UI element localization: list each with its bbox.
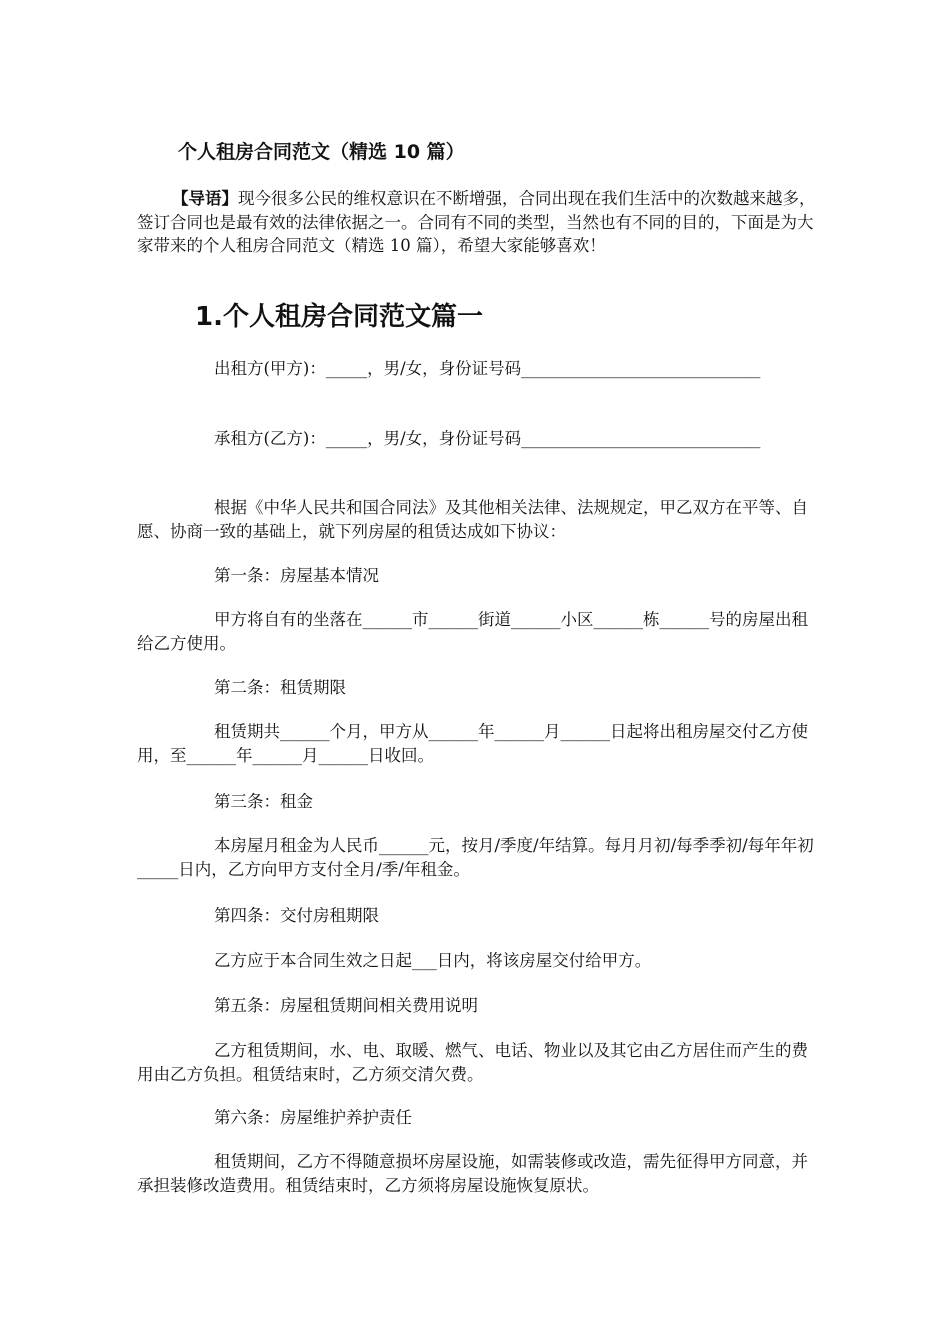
article-4-heading: 第四条：交付房租期限 [214,906,379,925]
intro-paragraph [137,187,817,258]
article-6-body: 租赁期间，乙方不得随意损坏房屋设施，如需装修或改造，需先征得甲方同意，并承担装修改造费用。租赁结束时，乙方须将房屋设施恢复原状。 [137,1152,808,1195]
intro-text: 现今很多公民的维权意识在不断增强，合同出现在我们生活中的次数越来越多，签订合同也是最有效的法律依据之一。合同有不同的类型，当然也有不同的目的，下面是为大家带来的个人租房合同范文（精选 10 篇），希望大家能够喜欢！ [137,189,816,255]
article-5-heading: 第五条：房屋租赁期间相关费用说明 [214,996,478,1015]
lessor-line: 出租方(甲方)：_____，男/女，身份证号码_____________________________ [214,359,761,378]
section-heading: 1.个人租房合同范文篇一 [195,302,483,332]
article-2-body: 租赁期共______个月，甲方从______年______月______日起将出租房屋交付乙方使用，至______年______月______日收回。 [137,722,808,765]
article-4-body: 乙方应于本合同生效之日起___日内，将该房屋交付给甲方。 [214,951,652,970]
lessee-line: 承租方(乙方)：_____，男/女，身份证号码_____________________________ [214,429,761,448]
document-title: 个人租房合同范文（精选 10 篇） [178,141,465,163]
article-1-heading: 第一条：房屋基本情况 [214,566,379,585]
article-3-body: 本房屋月租金为人民币______元，按月/季度/年结算。每月月初/每季季初/每年年初_____日内，乙方向甲方支付全月/季/年租金。 [137,836,814,879]
article-2-heading: 第二条：租赁期限 [214,678,346,697]
article-6-heading: 第六条：房屋维护养护责任 [214,1108,412,1127]
article-3-heading: 第三条：租金 [214,792,313,811]
article-1-body: 甲方将自有的坐落在______市______街道______小区______栋______号的房屋出租给乙方使用。 [137,610,808,653]
intro-label: 【导语】 [172,189,238,208]
preamble-paragraph: 根据《中华人民共和国合同法》及其他相关法律、法规规定，甲乙双方在平等、自愿、协商一致的基础上，就下列房屋的租赁达成如下协议： [137,498,808,541]
article-5-body: 乙方租赁期间，水、电、取暖、燃气、电话、物业以及其它由乙方居住而产生的费用由乙方负担。租赁结束时，乙方须交清欠费。 [137,1041,808,1084]
